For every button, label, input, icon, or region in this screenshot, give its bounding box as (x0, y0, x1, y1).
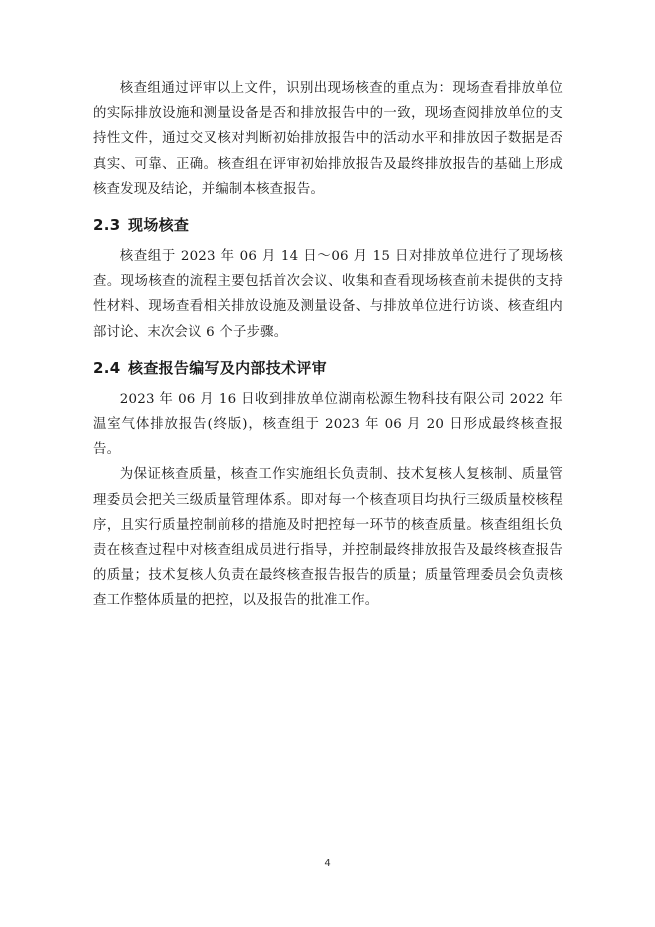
section-heading-2-3 (93, 212, 563, 238)
page-number: 4 (324, 858, 331, 869)
section-title: 核查报告编写及内部技术评审 (128, 358, 327, 377)
page-content (93, 76, 563, 614)
section-number: 2.3 (93, 216, 121, 235)
section-2-4-paragraph-1: 2023 年 06 月 16 日收到排放单位湖南松源生物科技有限公司 2022 年温室气体排放报告(终版)，核查组于 2023 年 06 月 20 日形成最终核查报告。 (93, 391, 563, 458)
section-heading-2-4 (93, 355, 563, 381)
section-2-4-paragraph-2: 为保证核查质量，核查工作实施组长负责制、技术复核人复核制、质量管理委员会把关三级质量管理体系。即对每一个核查项目均执行三级质量校核程序，且实行质量控制前移的措施及时把控每一环节的核查质量。核查组组长负责在核查过程中对核查组成员进行指导，并控制最终排放报告及最终核查报告的质量；技术复核人负责在最终核查报告报告的质量；质量管理委员会负责核查工作整体质量的把控，以及报告的批准工作。 (93, 467, 563, 609)
section-2-3-paragraph: 核查组于 2023 年 06 月 14 日～06 月 15 日对排放单位进行了现场核查。现场核查的流程主要包括首次会议、收集和查看现场核查前未提供的支持性材料、现场查看相关排放设施及测量设备、与排放单位进行访谈、核查组内部讨论、末次会议 6 个子步骤。 (93, 249, 563, 340)
section-number: 2.4 (93, 358, 121, 377)
intro-paragraph: 核查组通过评审以上文件，识别出现场核查的重点为：现场查看排放单位的实际排放设施和测量设备是否和排放报告中的一致，现场查阅排放单位的支持性文件，通过交叉核对判断初始排放报告中的活动水平和排放因子数据是否真实、可靠、正确。核查组在评审初始排放报告及最终排放报告的基础上形成核查发现及结论，并编制本核查报告。 (93, 81, 563, 197)
section-title: 现场核查 (128, 216, 190, 235)
